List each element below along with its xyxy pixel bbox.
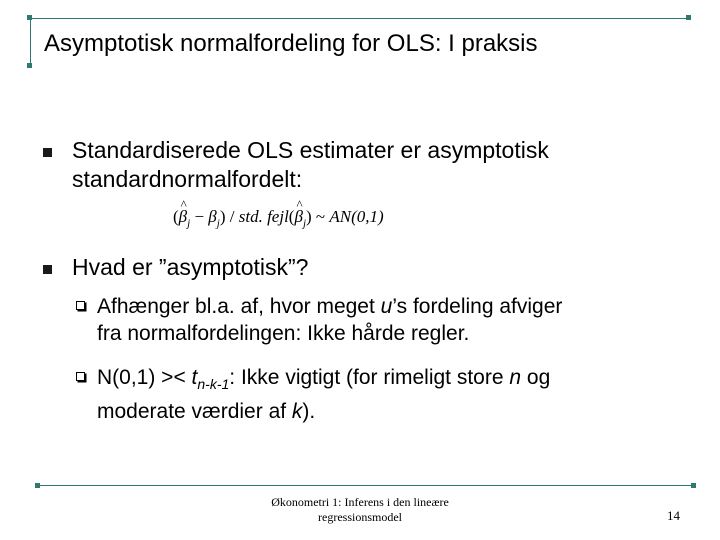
bullet-2-text: Hvad er ”asymptotisk”?	[72, 254, 309, 280]
footer-line-2: regressionsmodel	[318, 510, 402, 524]
frame-corner-marker	[27, 15, 32, 20]
footer-marker	[35, 483, 40, 488]
bullet-1-line-2: standardnormalfordelt:	[72, 166, 303, 192]
bullet-square-icon	[43, 265, 52, 274]
footer-line-1: Økonometri 1: Inferens i den lineære	[271, 495, 449, 509]
footer-text	[245, 495, 475, 525]
frame-corner-marker	[27, 63, 32, 68]
sub-bullet-square-icon	[76, 372, 85, 381]
formula: (^ $\beta_j - \beta_j$) / std. fejl(^ $\beta_j$) ~ AN(0,1)	[173, 205, 384, 235]
sub-bullet-1-text: Afhænger bl.a. af, hvor meget u’s fordeling afviger fra normalfordelingen: Ikke hårde regler.	[97, 295, 563, 345]
footer-marker	[691, 483, 696, 488]
bullet-1-text	[72, 136, 692, 194]
bullet-square-icon	[43, 148, 52, 157]
sub-bullet-square-icon	[76, 301, 85, 310]
page-number: 14	[667, 508, 680, 523]
sub-bullet-2-text: $N(0,1) >< t_{n-k-1}$: Ikke vigtigt (for rimeligt store n og moderate værdier af k).	[97, 366, 551, 424]
slide-title: Asymptotisk normalfordeling for OLS: I praksis	[44, 30, 538, 57]
bullet-1-line-1: Standardiserede OLS estimater er asymptotisk	[72, 137, 549, 163]
frame-corner-marker	[686, 15, 691, 20]
footer-divider	[38, 485, 694, 486]
